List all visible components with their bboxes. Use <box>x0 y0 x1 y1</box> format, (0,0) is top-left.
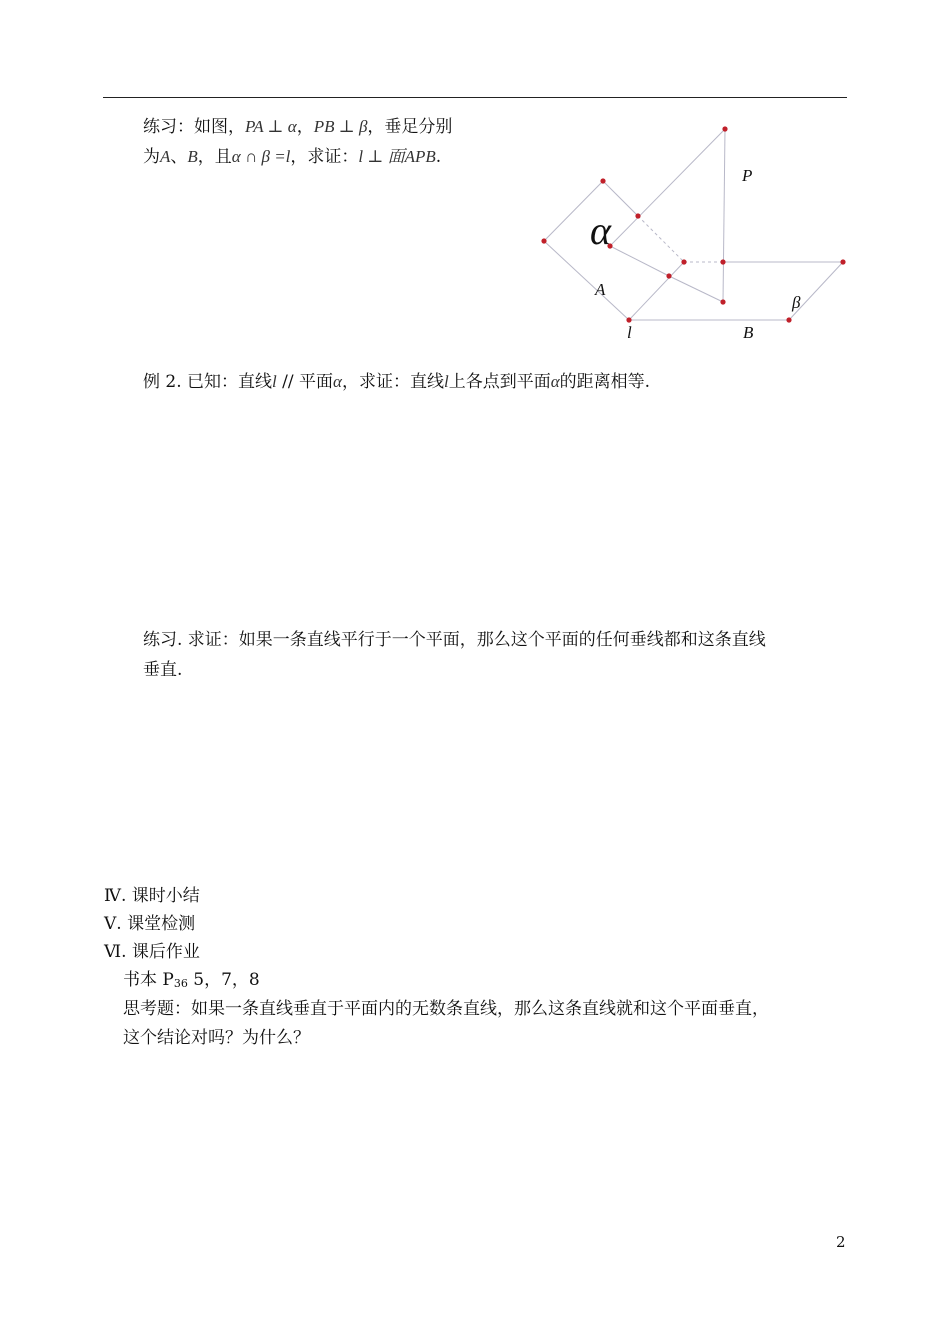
example2-math-l: l <box>272 372 277 391</box>
exercise1-math-a: A <box>160 147 171 166</box>
example2-line <box>143 371 650 393</box>
point-beta-bottom <box>786 317 791 322</box>
example2-text: 上各点到平面 <box>448 372 551 392</box>
exercise1-text: 练习：如图， <box>143 117 245 137</box>
point-beta-right <box>840 259 845 264</box>
example2-text: 的距离相等. <box>559 372 651 392</box>
line-foot-b <box>669 276 723 302</box>
section-test: Ⅴ. 课堂检测 <box>104 914 196 934</box>
point-hidden <box>681 259 686 264</box>
point-b <box>720 299 725 304</box>
hidden-edge <box>638 216 684 262</box>
example2-text: 例 2. 已知：直线 <box>143 372 273 392</box>
exercise1-text: ，求证： <box>290 147 359 167</box>
exercise1-sep: 、 <box>170 147 188 167</box>
example2-text: // 平面 <box>276 372 334 392</box>
exercise2-line2: 垂直. <box>143 660 183 680</box>
label-beta: β <box>792 293 801 312</box>
point-beta-top <box>720 259 725 264</box>
header-rule <box>103 97 847 98</box>
exercise1-text: ，垂足分别 <box>367 117 453 137</box>
exercise1-math-b: B <box>187 147 198 166</box>
line-a-foot <box>610 246 669 276</box>
line-pa <box>610 129 725 246</box>
point-p <box>722 126 727 131</box>
homework-book-items: 5，7，8 <box>187 970 260 990</box>
geometry-figure <box>530 115 860 345</box>
example2-math-l: l <box>443 372 449 391</box>
line-l <box>629 262 684 320</box>
thinking-line2: 这个结论对吗？为什么？ <box>123 1028 310 1048</box>
exercise1-math-pb: PB ⊥ β <box>313 117 368 136</box>
section-homework: Ⅵ. 课后作业 <box>104 942 200 962</box>
thinking-line1: 思考题：如果一条直线垂直于平面内的无数条直线，那么这条直线就和这个平面垂直， <box>123 999 769 1019</box>
label-b: B <box>743 323 754 342</box>
exercise2-line1: 练习. 求证：如果一条直线平行于一个平面，那么这个平面的任何垂线都和这条直线 <box>143 630 766 650</box>
exercise1-text: ，且 <box>197 147 232 167</box>
point-l <box>626 317 631 322</box>
point-alpha-top <box>600 178 605 183</box>
figure-lines <box>544 129 843 320</box>
point-pa-alpha <box>635 213 640 218</box>
label-alpha: α <box>590 208 611 253</box>
exercise1-sep: ， <box>296 117 314 137</box>
exercise1-text: 为 <box>143 147 160 167</box>
point-alpha-left <box>541 238 546 243</box>
exercise1-text: . <box>435 147 442 167</box>
example2-math-alpha: α <box>550 372 560 391</box>
example2-math-alpha: α <box>333 372 342 391</box>
exercise1-line2 <box>143 146 441 168</box>
line-pb <box>723 129 725 302</box>
example2-text: ，求证：直线 <box>341 372 444 392</box>
homework-book-prefix: 书本 P <box>123 970 174 990</box>
exercise1-math-intersection: α ∩ β =l <box>231 147 291 166</box>
alpha-edge-bottom <box>544 241 629 320</box>
exercise1-math-conclusion: l ⊥ 面APB <box>358 147 436 166</box>
exercise1-math-pa: PA ⊥ α <box>245 117 297 136</box>
point-foot <box>666 273 671 278</box>
page-number: 2 <box>836 1233 846 1251</box>
label-l: l <box>627 323 632 342</box>
exercise1-line1 <box>143 116 452 138</box>
label-p: P <box>742 166 753 185</box>
homework-book-page: 36 <box>173 977 188 990</box>
label-a: A <box>595 280 606 299</box>
section-summary: Ⅳ. 课时小结 <box>104 886 200 906</box>
homework-book <box>123 969 260 995</box>
